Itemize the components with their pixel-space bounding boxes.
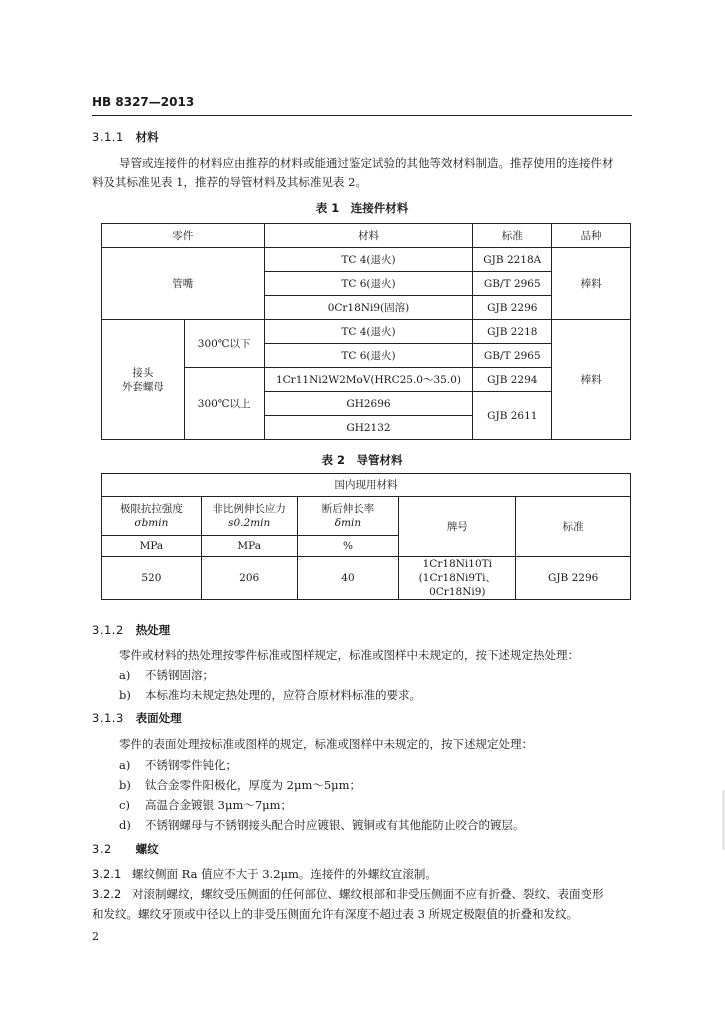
standard-cell: GJB 2294 — [473, 368, 552, 392]
header-variety: 品种 — [552, 224, 631, 248]
list-text: 高温合金镀银 3μm～7μm； — [145, 798, 293, 812]
material-cell: TC 6(退火) — [264, 272, 473, 296]
document-id: HB 8327—2013 — [92, 95, 195, 109]
standard-cell: GB/T 2965 — [473, 272, 552, 296]
header-proof — [201, 497, 297, 536]
paragraph-line: 对滚制螺纹，螺纹受压侧面的任何部位、螺纹根部和非受压侧面不应有折叠、裂纹、表面变形 — [132, 887, 604, 901]
standard-cell: GJB 2611 — [473, 392, 552, 440]
list-letter: c) — [119, 798, 130, 812]
header-standard: 标准 — [473, 224, 552, 248]
list-text: 本标准均未规定热处理的，应符合原材料标准的要求。 — [145, 688, 421, 702]
header-rule — [92, 115, 632, 116]
table2-caption: 表 2 导管材料 — [321, 453, 403, 467]
header-proof-symbol: s0.2min — [228, 517, 271, 529]
header-tensile-symbol: σbmin — [134, 517, 169, 529]
part-guanzui: 管嘴 — [102, 248, 265, 320]
material-cell: 0Cr18Ni9(固溶) — [264, 296, 473, 320]
variety-cell: 棒料 — [552, 248, 631, 320]
material-cell: TC 4(退火) — [264, 248, 473, 272]
header-grade: 牌号 — [399, 497, 516, 557]
section-3-1-3-heading — [92, 710, 182, 726]
paragraph-line: 和发纹。螺纹牙顶或中径以上的非受压侧面允许有深度不超过表 3 所规定极限值的折叠和发纹。 — [92, 907, 579, 921]
list-text: 不锈钢螺母与不锈钢接头配合时应镀银、镀铜或有其他能防止咬合的镀层。 — [145, 818, 525, 832]
list-item — [119, 687, 639, 703]
section-3-2-2 — [92, 886, 604, 902]
section-number: 3.2.2 — [92, 887, 122, 901]
paragraph-line: 零件或材料的热处理按零件标准或图样规定，标准或图样中未规定的，按下述规定热处理： — [119, 648, 579, 662]
standard-cell: GJB 2296 — [473, 296, 552, 320]
header-elong-symbol: δmin — [334, 517, 362, 529]
material-cell: TC 6(退火) — [264, 344, 473, 368]
list-letter: b) — [119, 688, 131, 702]
section-3-1-1-heading — [92, 129, 159, 145]
section-number: 3.1.3 — [92, 711, 124, 725]
paragraph-line: 料及其标准见表 1，推荐的导管材料及其标准见表 2。 — [92, 175, 367, 189]
standard-cell: GB/T 2965 — [473, 344, 552, 368]
list-letter: a) — [119, 668, 131, 682]
unit-elong: % — [297, 536, 399, 557]
material-cell: TC 4(退火) — [264, 320, 473, 344]
section-number: 3.2 — [92, 842, 112, 856]
list-letter: a) — [119, 758, 131, 772]
table1-caption: 表 1 连接件材料 — [315, 201, 409, 215]
value-elong: 40 — [297, 557, 399, 600]
list-item — [119, 797, 639, 813]
value-grade — [399, 557, 516, 600]
header-tensile — [102, 497, 202, 536]
section-title: 热处理 — [135, 623, 171, 637]
section-3-2-1 — [92, 866, 437, 882]
value-proof: 206 — [201, 557, 297, 600]
header-standard: 标准 — [516, 497, 631, 557]
header-tensile-label: 极限抗拉强度 — [119, 503, 183, 515]
unit-tensile: MPa — [102, 536, 202, 557]
section-title: 表面处理 — [135, 711, 182, 725]
header-elong — [297, 497, 399, 536]
section-title: 材料 — [135, 130, 159, 144]
header-part: 零件 — [102, 224, 265, 248]
header-elong-label: 断后伸长率 — [321, 503, 375, 515]
section-3-1-2-heading — [92, 622, 170, 638]
material-cell: GH2132 — [264, 416, 473, 440]
header-proof-label: 非比例伸长应力 — [212, 503, 286, 515]
list-item — [119, 817, 639, 833]
list-item — [119, 777, 639, 793]
temp-below-300: 300℃以下 — [184, 320, 264, 368]
list-letter: b) — [119, 778, 131, 792]
header-material: 材料 — [264, 224, 473, 248]
table2-pipe-materials — [101, 473, 631, 600]
standard-cell: GJB 2218A — [473, 248, 552, 272]
value-standard: GJB 2296 — [516, 557, 631, 600]
paragraph-text: 螺纹侧面 Ra 值应不大于 3.2μm。连接件的外螺纹宜滚制。 — [132, 867, 437, 881]
temp-above-300: 300℃以上 — [184, 368, 264, 440]
group-header: 国内现用材料 — [102, 474, 631, 497]
section-number: 3.2.1 — [92, 867, 122, 881]
section-3-2-heading — [92, 841, 159, 857]
list-item — [119, 667, 639, 683]
standard-cell: GJB 2218 — [473, 320, 552, 344]
variety-cell: 棒料 — [552, 320, 631, 440]
section-title: 螺纹 — [135, 842, 159, 856]
section-number: 3.1.2 — [92, 623, 124, 637]
paragraph-line: 导管或连接件的材料应由推荐的材料或能通过鉴定试验的其他等效材料制造。推荐使用的连接件材 — [119, 156, 614, 170]
material-cell: 1Cr11Ni2W2MoV(HRC25.0～35.0) — [264, 368, 473, 392]
section-number: 3.1.1 — [92, 130, 124, 144]
part-joint-nut: 接头 外套螺母 — [102, 320, 185, 440]
grade-primary: 1Cr18Ni10Ti — [422, 558, 492, 570]
list-text: 不锈钢固溶； — [145, 668, 214, 682]
paragraph-line: 零件的表面处理按标准或图样的规定，标准或图样中未规定的，按下述规定处理： — [119, 737, 533, 751]
list-item — [119, 757, 639, 773]
list-text: 不锈钢零件钝化； — [145, 758, 237, 772]
list-text: 钛合金零件阳极化，厚度为 2μm～5μm； — [145, 778, 362, 792]
page-number: 2 — [92, 930, 99, 943]
table1-connector-materials — [101, 223, 631, 440]
list-letter: d) — [119, 818, 131, 832]
material-cell: GH2696 — [264, 392, 473, 416]
unit-proof: MPa — [201, 536, 297, 557]
value-tensile: 520 — [102, 557, 202, 600]
grade-alternates: (1Cr18Ni9Ti、0Cr18Ni9) — [418, 572, 496, 598]
